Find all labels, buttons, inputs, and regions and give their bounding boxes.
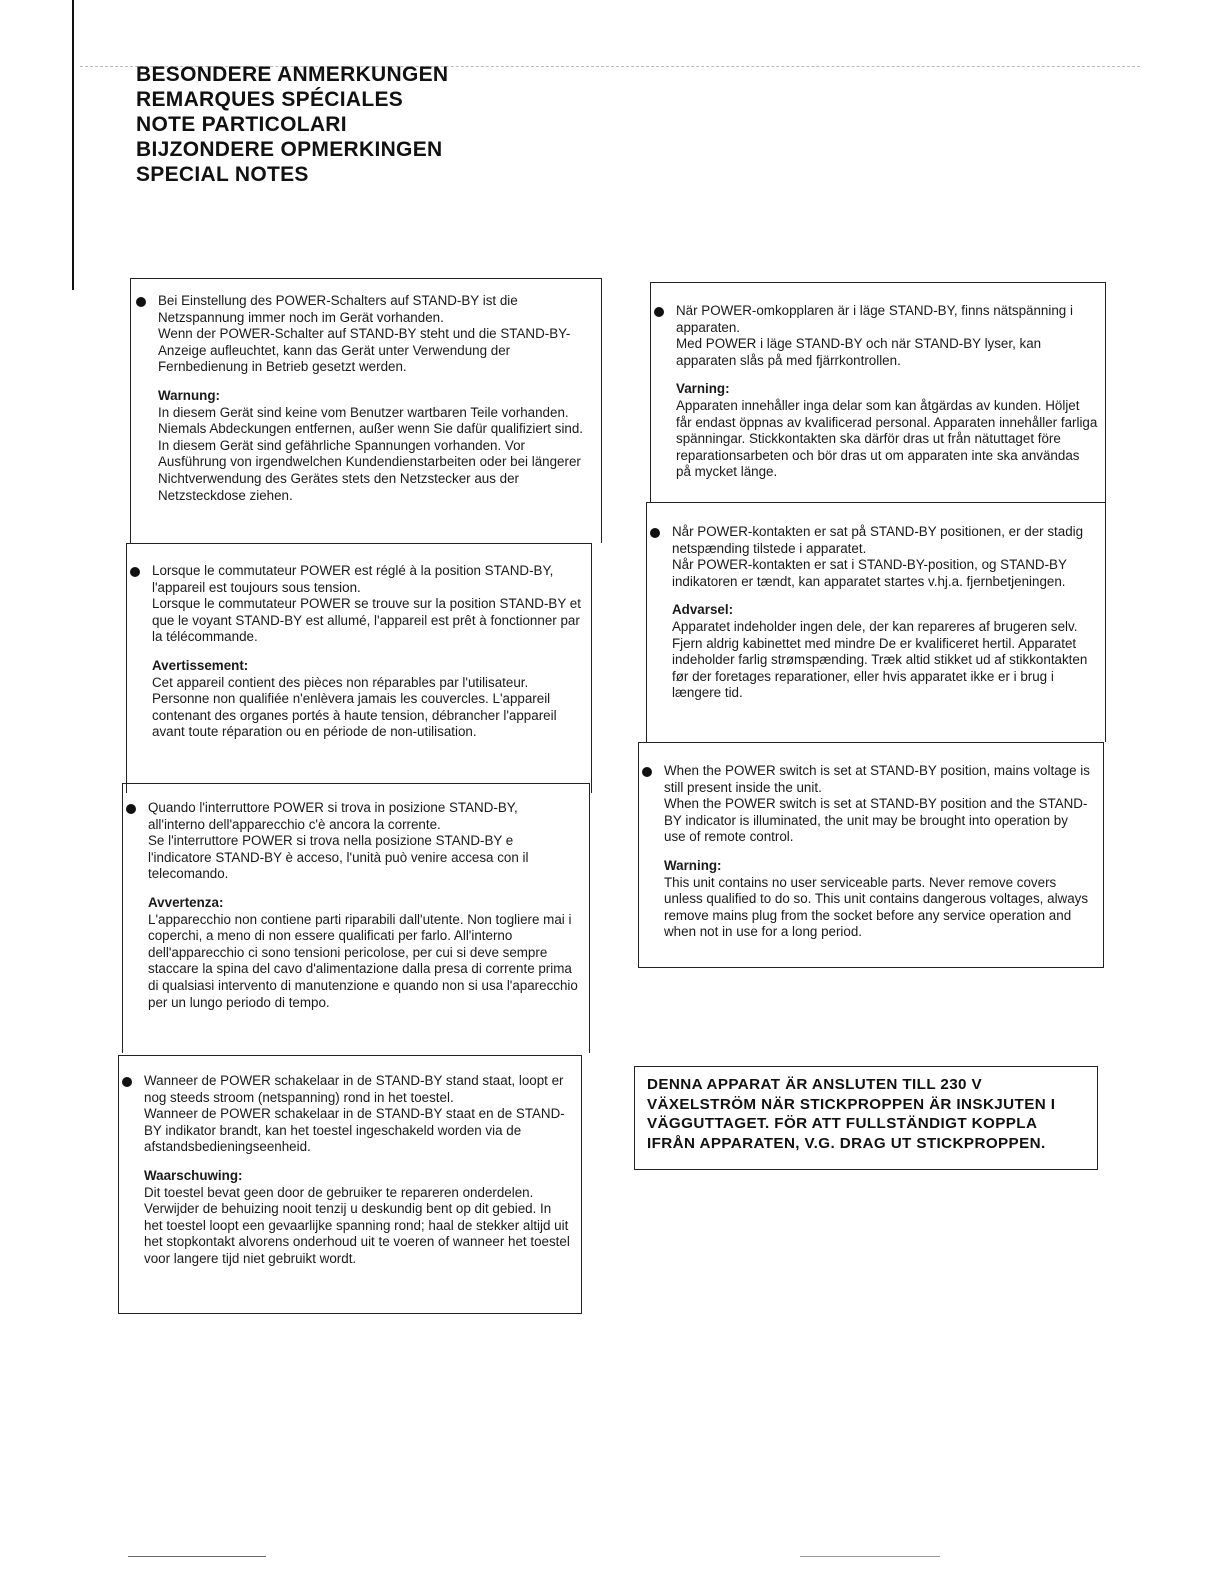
- section-english: [642, 763, 1092, 941]
- bullet-icon: [642, 767, 652, 777]
- bullet-icon: [122, 1077, 132, 1087]
- french-text: Lorsque le commutateur POWER est réglé à la position STAND-BY, l'appareil est toujours sous tension.: [152, 563, 554, 595]
- bullet-icon: [654, 307, 664, 317]
- heading-italian: NOTE PARTICOLARI: [136, 113, 347, 136]
- bullet-icon: [126, 804, 136, 814]
- bullet-icon: [130, 567, 140, 577]
- danish-warning-text: Apparatet indeholder ingen dele, der kan repareres af brugeren selv. Fjern aldrig kabinettet med mindre De er kvalificeret hertil. Apparatet indeholder farlig strømspænding. Træk altid stikket ud af stikkontakten før der foretages reparationer, eller hvis apparatet ikke er i brug i længere tid.: [672, 618, 1088, 701]
- heading-german: BESONDERE ANMERKUNGEN: [136, 63, 449, 86]
- german-statement: [136, 293, 588, 376]
- swedish-statement: [654, 303, 1098, 369]
- section-swedish: [654, 303, 1098, 481]
- italian-warning-text: L'apparecchio non contiene parti riparabili dall'utente. Non togliere mai i coperchi, a meno di non essere qualificati per farlo. All'interno dell'apparecchio ci sono tensioni pericolose, per cui si deve sempre staccare la spina del cavo d'alimentazione dalla presa di corrente prima di qualsiasi intervento di manutenzione e quando non si usa l'aparecchio per un lungo periodo di tempo.: [148, 911, 578, 1010]
- danish-text2: Når POWER-kontakten er sat i STAND-BY-position, og STAND-BY indikatoren er tændt, kan apparatet startes v.hj.a. fjernbetjeningen.: [672, 557, 1067, 589]
- bullet-icon: [650, 528, 660, 538]
- italian-text2: Se l'interruttore POWER si trova nella posizione STAND-BY e l'indicatore STAND-BY è acceso, l'unità può venire accesa con il telecomando.: [148, 833, 529, 882]
- english-warning-text: This unit contains no user serviceable parts. Never remove covers unless qualified to do so. This unit contains dangerous voltages, always remove mains plug from the socket before any service operation and when not in use for a long period.: [664, 874, 1089, 940]
- swedish-text: När POWER-omkopplaren är i läge STAND-BY, finns nätspänning i apparaten.: [676, 303, 1073, 335]
- bullet-icon: [136, 297, 146, 307]
- section-italian: [126, 800, 578, 1011]
- page-headings: [136, 62, 448, 187]
- swedish-warning-title: Varning:: [676, 381, 730, 397]
- french-text2: Lorsque le commutateur POWER se trouve sur la position STAND-BY et que le voyant STAND-BY est allumé, l'appareil est prêt à fonctionner par la télécommande.: [152, 596, 581, 645]
- danish-warning-title: Advarsel:: [672, 602, 734, 618]
- section-dutch: [122, 1073, 570, 1268]
- heading-french: REMARQUES SPÉCIALES: [136, 88, 404, 111]
- german-text2: Wenn der POWER-Schalter auf STAND-BY steht und die STAND-BY-Anzeige aufleuchtet, kann das Gerät unter Verwendung der Fernbedienung in Betrieb gesetzt werden.: [158, 326, 571, 375]
- danish-statement: [650, 524, 1096, 590]
- heading-english: SPECIAL NOTES: [136, 163, 309, 186]
- mains-notice-text: DENNA APPARAT ÄR ANSLUTEN TILL 230 V VÄXELSTRÖM NÄR STICKPROPPEN ÄR INSKJUTEN I VÄGGUTTAGET. FÖR ATT FULLSTÄNDIGT KOPPLA IFRÅN APPARATEN, V.G. DRAG UT STICKPROPPEN.: [647, 1076, 1056, 1152]
- english-statement: [642, 763, 1092, 846]
- swedish-text2: Med POWER i läge STAND-BY och när STAND-BY lyser, kan apparaten slås på med fjärrkontrollen.: [676, 336, 1042, 368]
- dutch-statement: [122, 1073, 570, 1156]
- dutch-text: Wanneer de POWER schakelaar in de STAND-BY stand staat, loopt er nog steeds stroom (netspanning) rond in het toestel.: [144, 1073, 564, 1105]
- danish-text: Når POWER-kontakten er sat på STAND-BY positionen, er der stadig netspænding tilstede i apparatet.: [672, 524, 1084, 556]
- swedish-warning-text: Apparaten innehåller inga delar som kan åtgärdas av kunden. Höljet får endast öppnas av kvalificerad personal. Apparaten innehåller farliga spänningar. Stickkontakten ska därför dras ut från nätuttaget före reparationsarbeten och bör dras ut om apparaten inte ska användas på mycket länge.: [676, 397, 1098, 480]
- italian-statement: [126, 800, 578, 883]
- dutch-text2: Wanneer de POWER schakelaar in de STAND-BY staat en de STAND-BY indikator brandt, kan het toestel ingeschakeld worden via de afstandsbedieningseenheid.: [144, 1106, 565, 1155]
- page-edge-line: [72, 0, 74, 290]
- french-warning-text: Cet appareil contient des pièces non réparables par l'utilisateur. Personne non qualifiée n'enlèvera jamais les couvercles. L'appareil contenant des organes portés à haute tension, débrancher l'appareil avant toute réparation ou en période de non-utilisation.: [152, 674, 557, 740]
- footer-rule-left: [128, 1556, 266, 1557]
- heading-dutch: BIJZONDERE OPMERKINGEN: [136, 138, 443, 161]
- mains-notice-box: [634, 1066, 1098, 1170]
- german-warning-title: Warnung:: [158, 387, 220, 403]
- english-warning-title: Warning:: [664, 857, 722, 873]
- italian-text: Quando l'interruttore POWER si trova in posizione STAND-BY, all'interno dell'apparecchio c'è ancora la corrente.: [148, 800, 518, 832]
- footer-rule-right: [800, 1556, 940, 1557]
- french-warning-title: Avertissement:: [152, 657, 249, 673]
- french-statement: [130, 563, 582, 646]
- english-text: When the POWER switch is set at STAND-BY position, mains voltage is still present inside the unit.: [664, 763, 1090, 795]
- dutch-warning-text: Dit toestel bevat geen door de gebruiker te repareren onderdelen. Verwijder de behuizing nooit tenzij u deskundig bent op dit gebied. In het toestel loopt een gevaarlijke spanning rond; haal de stekker altijd uit het stopkontakt alvorens onderhoud uit te voeren of wanneer het toestel voor langere tijd niet gebruikt wordt.: [144, 1184, 570, 1266]
- section-danish: [650, 524, 1096, 702]
- section-german: [136, 293, 588, 504]
- german-text: Bei Einstellung des POWER-Schalters auf STAND-BY ist die Netzspannung immer noch im Gerät vorhanden.: [158, 293, 518, 325]
- german-warning-text: In diesem Gerät sind keine vom Benutzer wartbaren Teile vorhanden. Niemals Abdeckungen entfernen, außer wenn Sie dafür qualifiziert sind. In diesem Gerät sind gefährliche Spannungen vorhanden. Vor Ausführung von irgendwelchen Kundendienstarbeiten oder bei längerer Nichtverwendung des Gerätes stets den Netzstecker aus der Netzsteckdose ziehen.: [158, 404, 584, 503]
- dutch-warning-title: Waarschuwing:: [144, 1167, 243, 1183]
- italian-warning-title: Avvertenza:: [148, 894, 224, 910]
- section-french: [130, 563, 582, 741]
- english-text2: When the POWER switch is set at STAND-BY position and the STAND-BY indicator is illuminated, the unit may be brought into operation by use of remote control.: [664, 796, 1088, 845]
